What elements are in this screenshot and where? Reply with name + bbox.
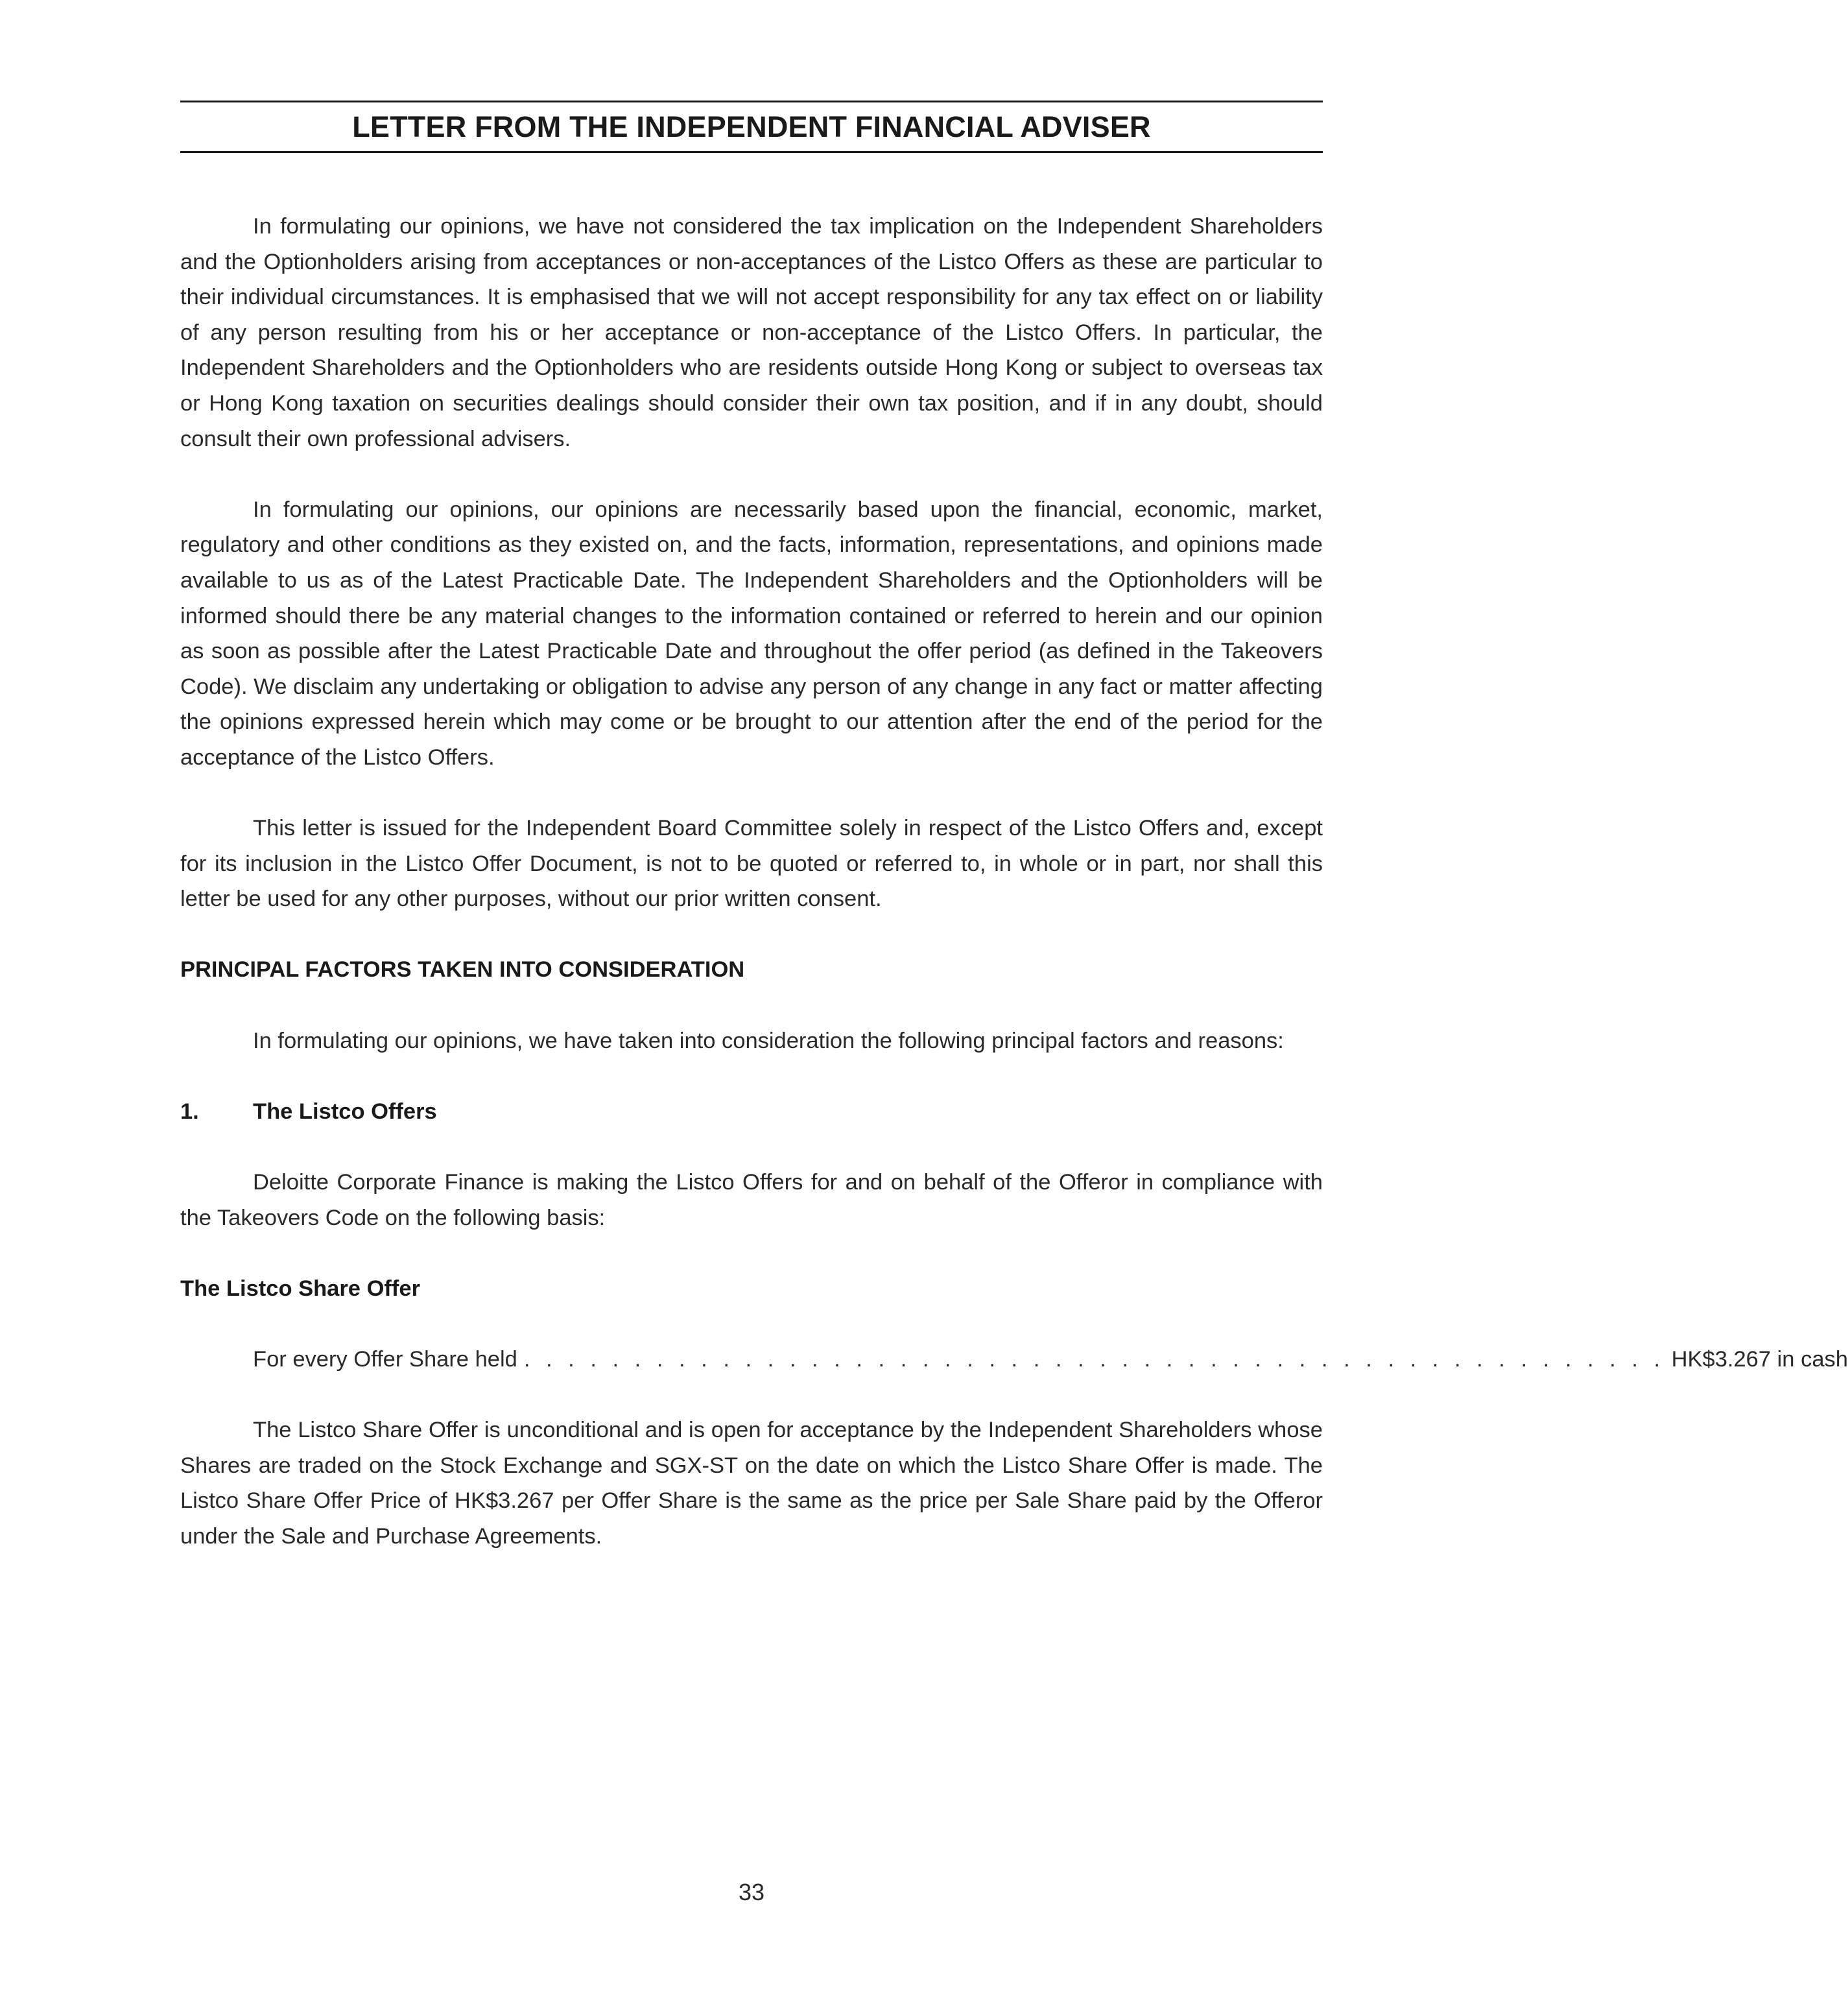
offer-price-label: For every Offer Share held	[253, 1347, 517, 1372]
paragraph-basis-of-opinion: In formulating our opinions, our opinions are necessarily based upon the financial, economic, market, regulatory and other conditions as they existed on, and the facts, information, representations, and opinions made available to us as of the Latest Practicable Date. The Independent Shareholders and the Optionholders will be informed should there be any material changes to the information contained or referred to herein and our opinion as soon as possible after the Latest Practicable Date and throughout the offer period (as defined in the Takeovers Code). We disclaim any undertaking or obligation to advise any person of any change in any fact or matter affecting the opinions expressed herein which may come or be brought to our attention after the end of the period for the acceptance of the Listco Offers.	[180, 497, 1323, 770]
header-rule-top	[180, 101, 1323, 102]
offer-price-value: HK$3.267 in cash	[1671, 1347, 1848, 1372]
heading-principal-factors: PRINCIPAL FACTORS TAKEN INTO CONSIDERATION	[180, 957, 745, 983]
paragraph-letter-purpose: This letter is issued for the Independent Board Committee solely in respect of the Listco Offers and, except for its inclusion in the Listco Offer Document, is not to be quoted or referred to, in whole or in part, nor shall this letter be used for any other purposes, without our prior written consent.	[180, 816, 1323, 912]
page-number: 33	[738, 1879, 765, 1905]
paragraph-share-offer-terms: The Listco Share Offer is unconditional and is open for acceptance by the Independent Shareholders whose Shares are traded on the Stock Exchange and SGX-ST on the date on which the Listco Share Offer is made. The Listco Share Offer Price of HK$3.267 per Offer Share is the same as the price per Sale Share paid by the Offeror under the Sale and Purchase Agreements.	[180, 1418, 1323, 1549]
dot-leader: . . . . . . . . . . . . . . . . . . . . . . . . . . . . . . . . . . . . . . . . . . . . . . . . . . . .	[523, 1347, 1665, 1372]
heading-share-offer: The Listco Share Offer	[180, 1276, 420, 1301]
page-title: LETTER FROM THE INDEPENDENT FINANCIAL ADVISER	[352, 110, 1151, 143]
paragraph-offer-basis: Deloitte Corporate Finance is making the Listco Offers for and on behalf of the Offeror in compliance with the Takeovers Code on the following basis:	[180, 1170, 1323, 1230]
section-number: 1.	[180, 1099, 199, 1124]
paragraph-principal-factors-intro: In formulating our opinions, we have taken into consideration the following principal factors and reasons:	[253, 1028, 1284, 1053]
document-page	[180, 0, 1848, 2002]
offer-price-line	[180, 1342, 1848, 1377]
section-heading-listco-offers	[180, 1094, 1323, 1130]
section-title: The Listco Offers	[253, 1099, 437, 1124]
paragraph-tax-implication: In formulating our opinions, we have not considered the tax implication on the Independent Shareholders and the Optionholders arising from acceptances or non-acceptances of the Listco Offers as these are particular to their individual circumstances. It is emphasised that we will not accept responsibility for any tax effect on or liability of any person resulting from his or her acceptance or non-acceptance of the Listco Offers. In particular, the Independent Shareholders and the Optionholders who are residents outside Hong Kong or subject to overseas tax or Hong Kong taxation on securities dealings should consider their own tax position, and if in any doubt, should consult their own professional advisers.	[180, 214, 1323, 451]
header-rule-bottom	[180, 151, 1323, 153]
letter-body	[180, 209, 1848, 1555]
